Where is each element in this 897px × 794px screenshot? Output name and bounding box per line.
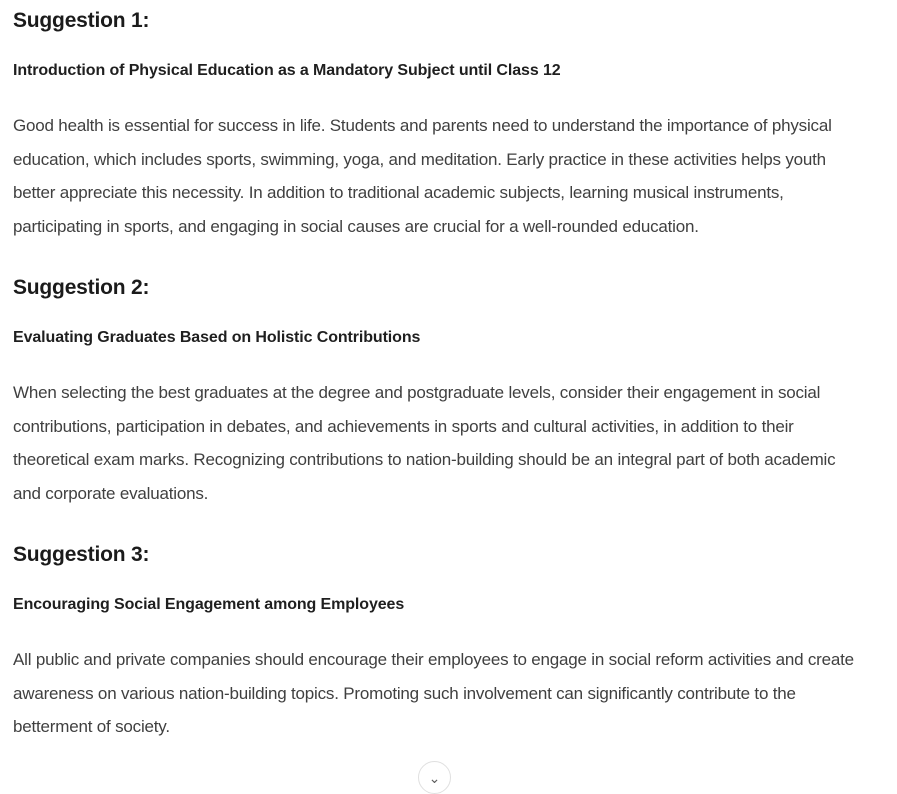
scroll-to-bottom-button[interactable] — [418, 761, 451, 794]
suggestion-section-1 — [13, 8, 866, 243]
suggestion-1-body: Good health is essential for success in life. Students and parents need to understand the importance of physical education, which includes sports, swimming, yoga, and meditation. Early practice in these activities helps youth better appreciate this necessity. In addition to traditional academic subjects, learning musical instruments, participating in sports, and engaging in social causes are crucial for a well-rounded education. — [13, 116, 832, 236]
suggestion-1-subtitle: Introduction of Physical Education as a Mandatory Subject until Class 12 — [13, 62, 561, 79]
suggestion-3-subtitle: Encouraging Social Engagement among Employees — [13, 596, 405, 613]
suggestion-3-heading: Suggestion 3: — [13, 543, 150, 566]
suggestion-section-3 — [13, 542, 866, 744]
suggestion-2-subtitle: Evaluating Graduates Based on Holistic Contributions — [13, 329, 421, 346]
suggestion-2-body: When selecting the best graduates at the degree and postgraduate levels, consider their engagement in social contributions, participation in debates, and achievements in sports and cultural activities, in addition to their theoretical exam marks. Recognizing contributions to nation-building should be an integral part of both academic and corporate evaluations. — [13, 383, 836, 503]
suggestion-3-body: All public and private companies should encourage their employees to engage in social reform activities and create awareness on various nation-building topics. Promoting such involvement can significantly contribute to the betterment of society. — [13, 650, 854, 736]
suggestion-section-2 — [13, 275, 866, 510]
chevron-down-icon: ⌄ — [428, 769, 441, 786]
suggestion-2-heading: Suggestion 2: — [13, 276, 150, 299]
suggestion-1-heading: Suggestion 1: — [13, 9, 150, 32]
